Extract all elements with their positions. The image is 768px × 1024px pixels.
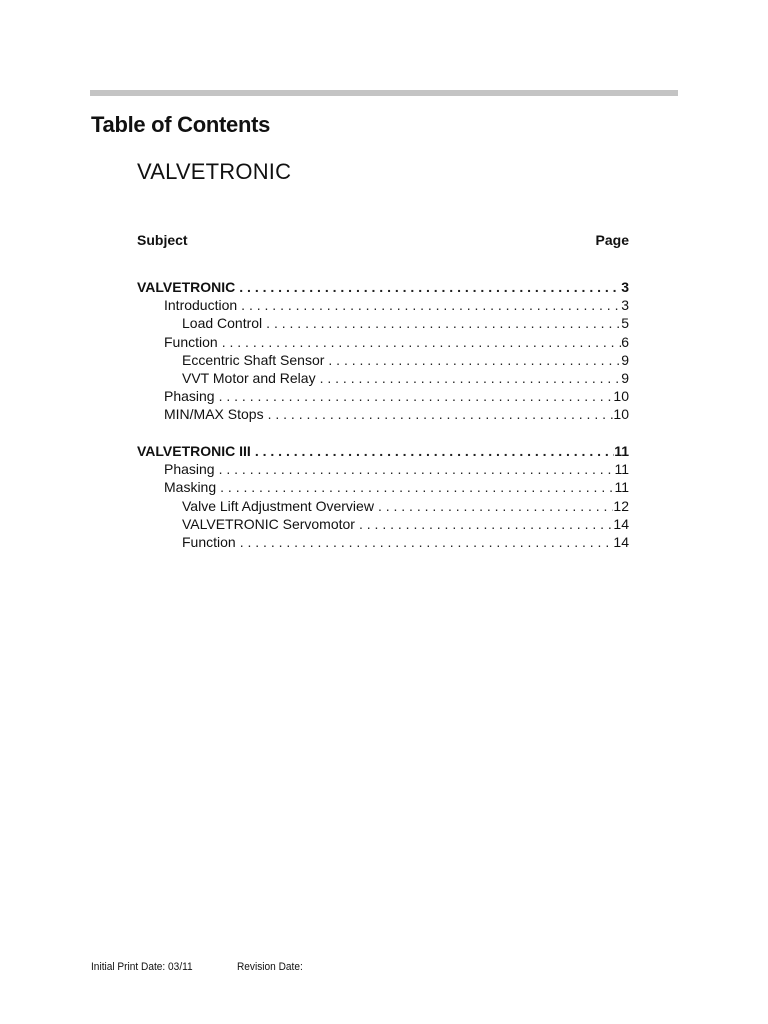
initial-print-date: Initial Print Date: 03/11 (91, 961, 193, 973)
dot-leader (219, 461, 615, 477)
toc-entry[interactable] (137, 279, 629, 297)
toc-entry-label: Introduction (164, 297, 238, 314)
toc-entry[interactable] (137, 352, 629, 370)
dot-leader (268, 406, 614, 422)
toc-entry-page: 3 (621, 279, 629, 295)
toc-entry[interactable] (137, 479, 629, 497)
toc-entry-label: Phasing (164, 461, 215, 478)
dot-leader (266, 315, 621, 331)
toc-entry-page: 11 (614, 461, 629, 478)
toc-entry-label: Phasing (164, 388, 215, 405)
toc-entry-label: Function (182, 533, 236, 550)
toc-entry-page: 5 (621, 315, 629, 332)
toc-entry-page: 3 (621, 297, 629, 314)
toc-entry-page: 10 (613, 388, 629, 405)
toc-entry[interactable] (137, 516, 629, 534)
toc-entry[interactable] (137, 406, 629, 424)
toc-entry-page: 12 (613, 497, 629, 514)
toc-entry-page: 14 (613, 515, 629, 532)
header-rule (90, 90, 678, 96)
page-column-header: Page (595, 232, 629, 248)
dot-leader (240, 534, 614, 550)
toc-entry-label: Function (164, 333, 218, 350)
toc-entry-label: Valve Lift Adjustment Overview (182, 497, 374, 514)
toc-entry[interactable] (137, 443, 629, 461)
dot-leader (255, 443, 614, 459)
toc-entry-label: Masking (164, 479, 217, 496)
toc-entry-label: VALVETRONIC Servomotor (182, 515, 355, 532)
dot-leader (378, 498, 613, 514)
toc-entry-page: 11 (614, 443, 629, 459)
toc-entry-label: VALVETRONIC III (137, 443, 251, 459)
dot-leader (359, 516, 613, 532)
toc-entry-page: 10 (613, 406, 629, 423)
dot-leader (222, 334, 622, 350)
toc-entry[interactable] (137, 370, 629, 388)
dot-leader (320, 370, 622, 386)
toc-entry-page: 9 (621, 369, 629, 386)
dot-leader (219, 388, 614, 404)
module-title: VALVETRONIC (137, 159, 292, 184)
toc-entry-page: 6 (621, 333, 629, 350)
toc-entry-page: 11 (614, 479, 629, 496)
toc-entry-label: MIN/MAX Stops (164, 406, 264, 423)
toc-entry[interactable] (137, 297, 629, 315)
toc-entry-page: 14 (613, 533, 629, 550)
toc-entry-label: Load Control (182, 315, 263, 332)
toc-entry[interactable] (137, 315, 629, 333)
toc-section-valvetronic (137, 279, 629, 425)
toc-entry-label: VALVETRONIC (137, 279, 236, 295)
subject-column-header: Subject (137, 232, 188, 248)
dot-leader (220, 479, 614, 495)
dot-leader (239, 279, 621, 295)
toc-entry[interactable] (137, 334, 629, 352)
dot-leader (241, 297, 621, 313)
toc-entry[interactable] (137, 534, 629, 552)
toc-entry[interactable] (137, 461, 629, 479)
toc-entry[interactable] (137, 498, 629, 516)
toc-entry-label: VVT Motor and Relay (182, 369, 316, 386)
revision-date: Revision Date: (237, 961, 303, 973)
dot-leader (328, 352, 621, 368)
toc-entry[interactable] (137, 388, 629, 406)
toc-entry-page: 9 (621, 351, 629, 368)
toc-section-valvetronic-iii (137, 443, 629, 552)
toc-entry-label: Eccentric Shaft Sensor (182, 351, 325, 368)
page-title: Table of Contents (91, 112, 271, 137)
